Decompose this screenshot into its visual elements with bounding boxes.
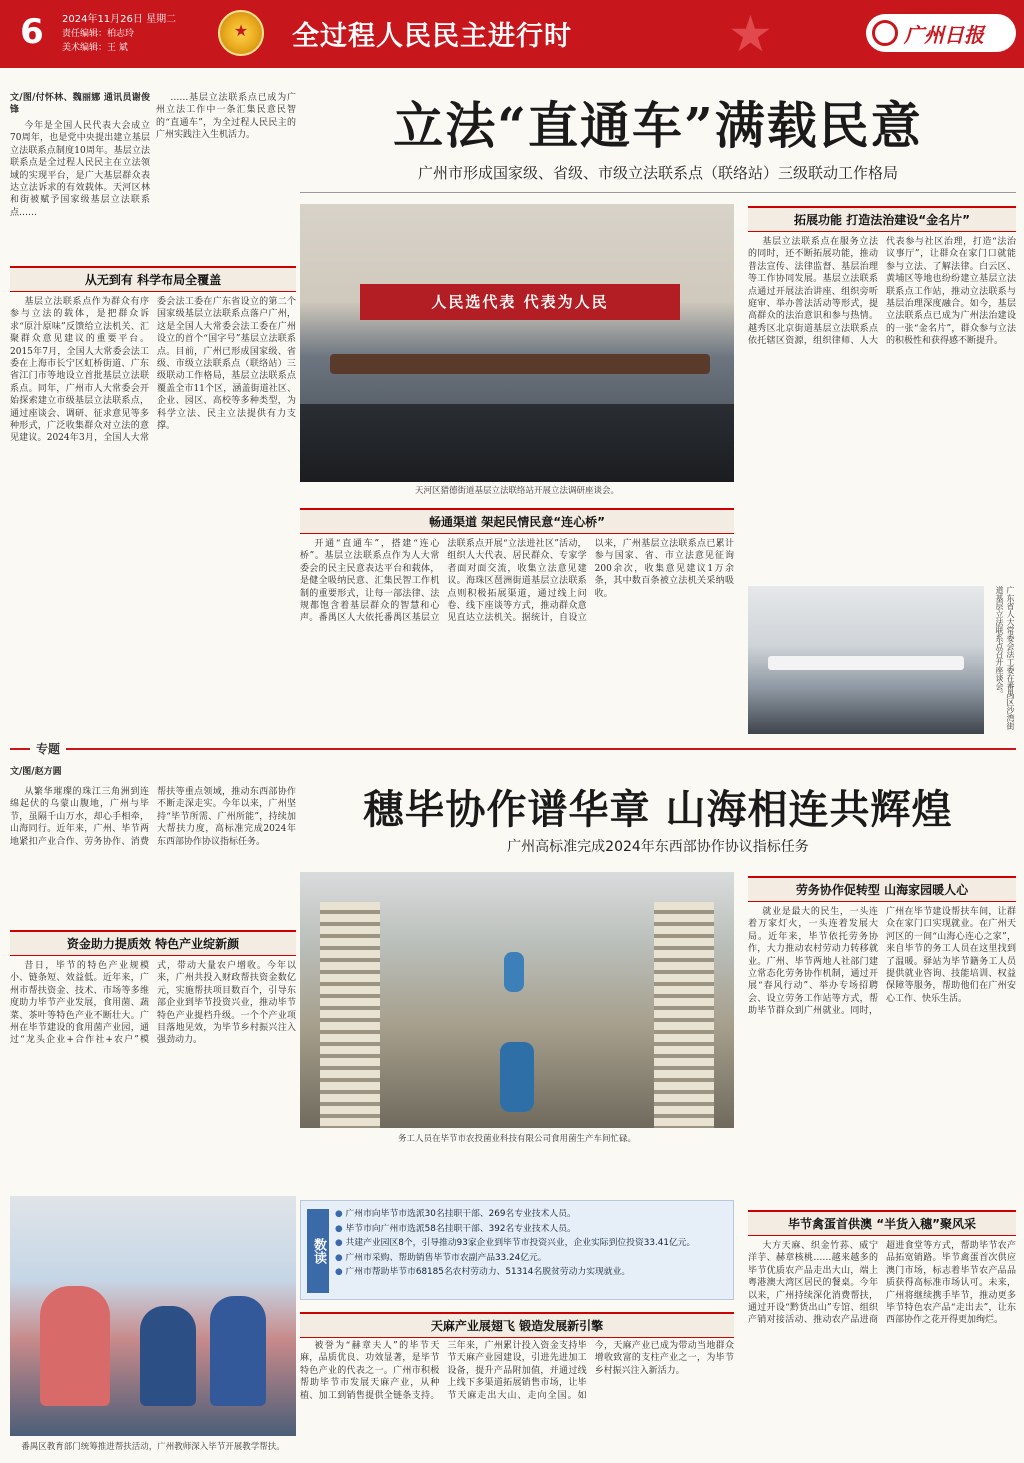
story1-byline: 文/图/付怀林、魏丽娜 通讯员谢俊锋 [10, 93, 150, 116]
bullet-icon: ● [335, 1238, 346, 1248]
teacher-figure [40, 1286, 110, 1406]
story2-section2-head: 劳务协作促转型 山海家园暖人心 [748, 876, 1016, 902]
story1-section1-para: 基层立法联系点作为群众有序参与立法的载体，是把群众诉求“原汁原味”反馈给立法机关、汇聚群众意见建议的重要平台。2015年7月，全国人大常委会法工委在上海市长宁区虹桥街道、广东省江门市等地设立首批基层立法联系点。同年，广州市人大常委会开始探索建立市级基层立法联系点，通过座谈会、调研、征求意见等多种形式，广泛收集群众对立法的意见建议。2024年3月，全国人大常委会法工委在广东省设立的第二个国家级基层立法联系点落户广州，这是全国人大常委会法工委在广州设立的首个“国字号”基层立法联系点。目前，广州已形成国家级、省级、市级立法联系点（联络站）三级联动工作格局，基层立法联系点覆盖全市11个区，涵盖街道社区、企业、园区、高校等多种类型，为科学立法、民主立法提供有力支撑。 [10, 297, 296, 444]
story1-section2-text [300, 538, 734, 738]
student-figure [140, 1306, 196, 1406]
bullet-icon: ● [335, 1223, 346, 1234]
story1-section2-head: 畅通渠道 架起民情民意“连心桥” [300, 508, 734, 534]
stats-box [300, 1200, 734, 1300]
story2-section4-head: 毕节禽蛋首供澳 “半货入穗”聚风采 [748, 1210, 1016, 1236]
banner-title: 全过程人民民主进行时 [292, 21, 572, 52]
stat-item: ● 广州市采购、帮助销售毕节市农副产品33.24亿元。 [335, 1252, 547, 1263]
story1-main-photo [300, 204, 734, 482]
story2-byline: 文/图/赵方圆 [10, 767, 62, 777]
story2-section1-head: 资金助力提质效 特色产业绽新颜 [10, 930, 296, 956]
story2-lead [10, 786, 296, 912]
story1-section1-text [10, 296, 296, 732]
logo-mark-icon [872, 20, 898, 46]
story2-photo-caption: 务工人员在毕节市农投菌业科技有限公司食用菌生产车间忙碌。 [397, 1134, 636, 1144]
story2-second-photo [10, 1196, 296, 1436]
bullet-icon: ● [335, 1209, 346, 1219]
bullet-icon: ● [335, 1252, 346, 1263]
stats-label: 数读 [307, 1209, 329, 1293]
story1-lead2-text: ……基层立法联系点已成为广州立法工作中一条汇集民意民智的“直通车”，为全过程人民民主的广州实践注入生机活力。 [156, 93, 296, 141]
story1-section2-para: 开通“直通车”，搭建“连心桥”。基层立法联系点作为人大常委会的民主民意表达平台和载体，是健全吸纳民意、汇集民智工作机制的重要形式，让每一部法律、法规都饱含着基层群众的智慧和心声。番禺区人大依托番禺区基层立法联系点开展“立法进社区”活动，组织人大代表、居民群众、专家学者面对面交流，收集立法意见建议。海珠区琶洲街道基层立法联系点则积极拓展渠道，通过线上问卷、线下座谈等方式，推动群众意见直达立法机关。据统计，自设立以来，广州基层立法联系点已累计参与国家、省、市立法意见征询200余次，收集意见建议1万余条，其中数百条被立法机关采纳吸收。 [300, 539, 734, 624]
story1-section3-para: 基层立法联系点在服务立法的同时，还不断拓展功能，推动普法宣传、法律监督、基层治理等工作协同发展。基层立法联系点通过开展法治讲座、组织旁听庭审、举办普法活动等形式，提高群众的法治意识和参与热情。越秀区北京街道基层立法联系点依托辖区资源，组织律师、人大代表参与社区治理，打造“法治议事厅”，让群众在家门口就能参与立法、了解法律。白云区、黄埔区等地也纷纷建立基层立法联系点工作站，推动立法联系与基层治理深度融合。如今，基层立法联系点已成为广州法治建设的一张“金名片”，群众参与立法的积极性和获得感不断提升。 [748, 237, 1016, 347]
story1-section3-text [748, 236, 1016, 584]
art-editor-credit: 美术编辑：王 斌 [62, 43, 128, 53]
bullet-icon: ● [335, 1267, 346, 1277]
story1-headline: 立法“直通车”满载民意 [393, 96, 923, 155]
story1-section1-head: 从无到有 科学布局全覆盖 [10, 266, 296, 292]
story1-subheadline: 广州市形成国家级、省级、市级立法联系点（联络站）三级联动工作格局 [417, 164, 898, 182]
photo-stage-banner: 人民选代表 代表为人民 [360, 284, 680, 320]
story2-section3-head: 天麻产业展翅飞 锻造发展新引擎 [300, 1312, 734, 1338]
page-number: 6 [20, 12, 44, 52]
stat-item: ● 广州市帮助毕节市68185名农村劳动力、51314名脱贫劳动力实现就业。 [335, 1267, 631, 1277]
stat-item: ● 毕节市向广州市选派58名挂职干部、392名专业技术人员。 [335, 1223, 576, 1234]
editor-credit: 责任编辑：柏志玲 [62, 29, 135, 39]
story2-subheadline: 广州高标准完成2024年东西部协作协议指标任务 [507, 839, 809, 855]
story1-photo2-caption: 广东省人大常委会法工委在番禺区沙湾街道基层立法联系点召开座谈会。 [995, 586, 1015, 730]
story2-main-photo [300, 872, 734, 1128]
story2-section3-para: 被誉为“赫章夫人”的毕节天麻，品质优良、功效显著，是毕节特色产业的代表之一。广州市积极帮助毕节市发展天麻产业，从种植、加工到销售提供全链条支持。三年来，广州累计投入资金支持毕节天麻产业园建设，引进先进加工设备，提升产品附加值，并通过线上线下多渠道拓展销售市场，让毕节天麻走出大山、走向全国。如今，天麻产业已成为带动当地群众增收致富的支柱产业之一，为毕节乡村振兴注入新活力。 [300, 1341, 734, 1401]
story1-second-photo [748, 586, 984, 734]
special-label: 专题 [30, 740, 66, 757]
story1-section3-head: 拓展功能 打造法治建设“金名片” [748, 206, 1016, 232]
story2-section1-text [10, 960, 296, 1186]
worker-figure [504, 952, 524, 992]
story2-section3-text [300, 1340, 734, 1456]
logo-text: 广州日报 [904, 23, 984, 47]
story2-section2-para: 就业是最大的民生，一头连着万家灯火，一头连着发展大局。近年来，毕节依托劳务协作，大力推动农村劳动力转移就业。广州、毕节两地人社部门建立常态化劳务协作机制，通过开展“春风行动”、举办专场招聘会、设立劳务工作站等方式，帮助毕节群众到广州就业。同时，广州在毕节建设帮扶车间，让群众在家门口实现就业。在广州天河区的一间“山海心连心之家”，来自毕节的务工人员在这里找到了温暖。驿站为毕节籍务工人员提供就业咨询、技能培训、权益保障等服务，帮助他们在广州安心工作、快乐生活。 [748, 907, 1016, 1017]
story2-headline: 穗毕协作谱华章 山海相连共辉煌 [363, 786, 953, 833]
story1-lead-cont [156, 92, 296, 250]
story2-section1-para: 昔日，毕节的特色产业规模小、链条短、效益低。近年来，广州市帮扶资金、技术、市场等多维度助力毕节产业发展，食用菌、蔬菜、茶叶等特色产业不断壮大。广州在毕节建设的食用菌产业园，通过“龙头企业+合作社+农户”模式，带动大量农户增收。今年以来，广州共投入财政帮扶资金数亿元，实施帮扶项目数百个，引导东部企业到毕节投资兴业，推动毕节特色产业提档升级。一个个产业项目落地见效，为毕节乡村振兴注入强劲动力。 [10, 961, 296, 1046]
student-figure [210, 1296, 266, 1406]
national-emblem-icon: ★ [218, 10, 264, 56]
newspaper-logo [866, 14, 1016, 52]
stat-item: ● 广州市向毕节市选派30名挂职干部、269名专业技术人员。 [335, 1209, 576, 1219]
story2-section4-para: 大方天麻、织金竹荪、威宁洋芋、赫章核桃……越来越多的毕节优质农产品走出大山，端上粤港澳大湾区居民的餐桌。今年以来，广州持续深化消费帮扶，通过开设“黔货出山”专馆、组织产销对接活动、推动农产品进商超进食堂等方式，帮助毕节农产品拓宽销路。毕节禽蛋首次供应澳门市场，标志着毕节农产品品质获得高标准市场认可。未来，广州将继续携手毕节，推动更多毕节特色农产品“走出去”，让东西部协作之花开得更加绚烂。 [748, 1241, 1016, 1326]
story1-lead-text: 今年是全国人民代表大会成立70周年，也是党中央提出建立基层立法联系点制度10周年。基层立法联系点是全过程人民民主在立法领域的实现平台，是广大基层群众表达立法诉求的有效载体。天河区林和街被赋予国家级基层立法联系点…… [10, 121, 150, 218]
stat-item: ● 共建产业园区8个，引导推动93家企业到毕节市投资兴业，企业实际到位投资33.41亿元。 [335, 1238, 696, 1248]
story1-photo-caption: 天河区猎德街道基层立法联络站开展立法调研座谈会。 [414, 486, 619, 496]
stats-list [335, 1207, 729, 1280]
banner-star-icon: ★ [728, 5, 773, 63]
story1-lead [10, 120, 150, 250]
masthead [0, 0, 1024, 68]
story2-section2-text [748, 906, 1016, 1202]
story2-lead-text: 从繁华璀璨的珠江三角洲到连绵起伏的乌蒙山腹地，广州与毕节，虽隔千山万水，却心手相牵，山海同行。近年来，广州、毕节两地紧扣产业合作、劳务协作、消费帮扶等重点领域，推动东西部协作不断走深走实。今年以来，广州坚持“毕节所需、广州所能”，持续加大帮扶力度，高标准完成2024年东西部协作协议指标任务。 [10, 787, 296, 847]
issue-date: 2024年11月26日 星期二 [62, 14, 177, 25]
story2-photo2-caption: 番禺区教育部门统筹推进帮扶活动，广州教师深入毕节开展教学帮扶。 [21, 1442, 285, 1452]
story2-section4-text [748, 1240, 1016, 1456]
worker-figure [500, 1042, 534, 1112]
